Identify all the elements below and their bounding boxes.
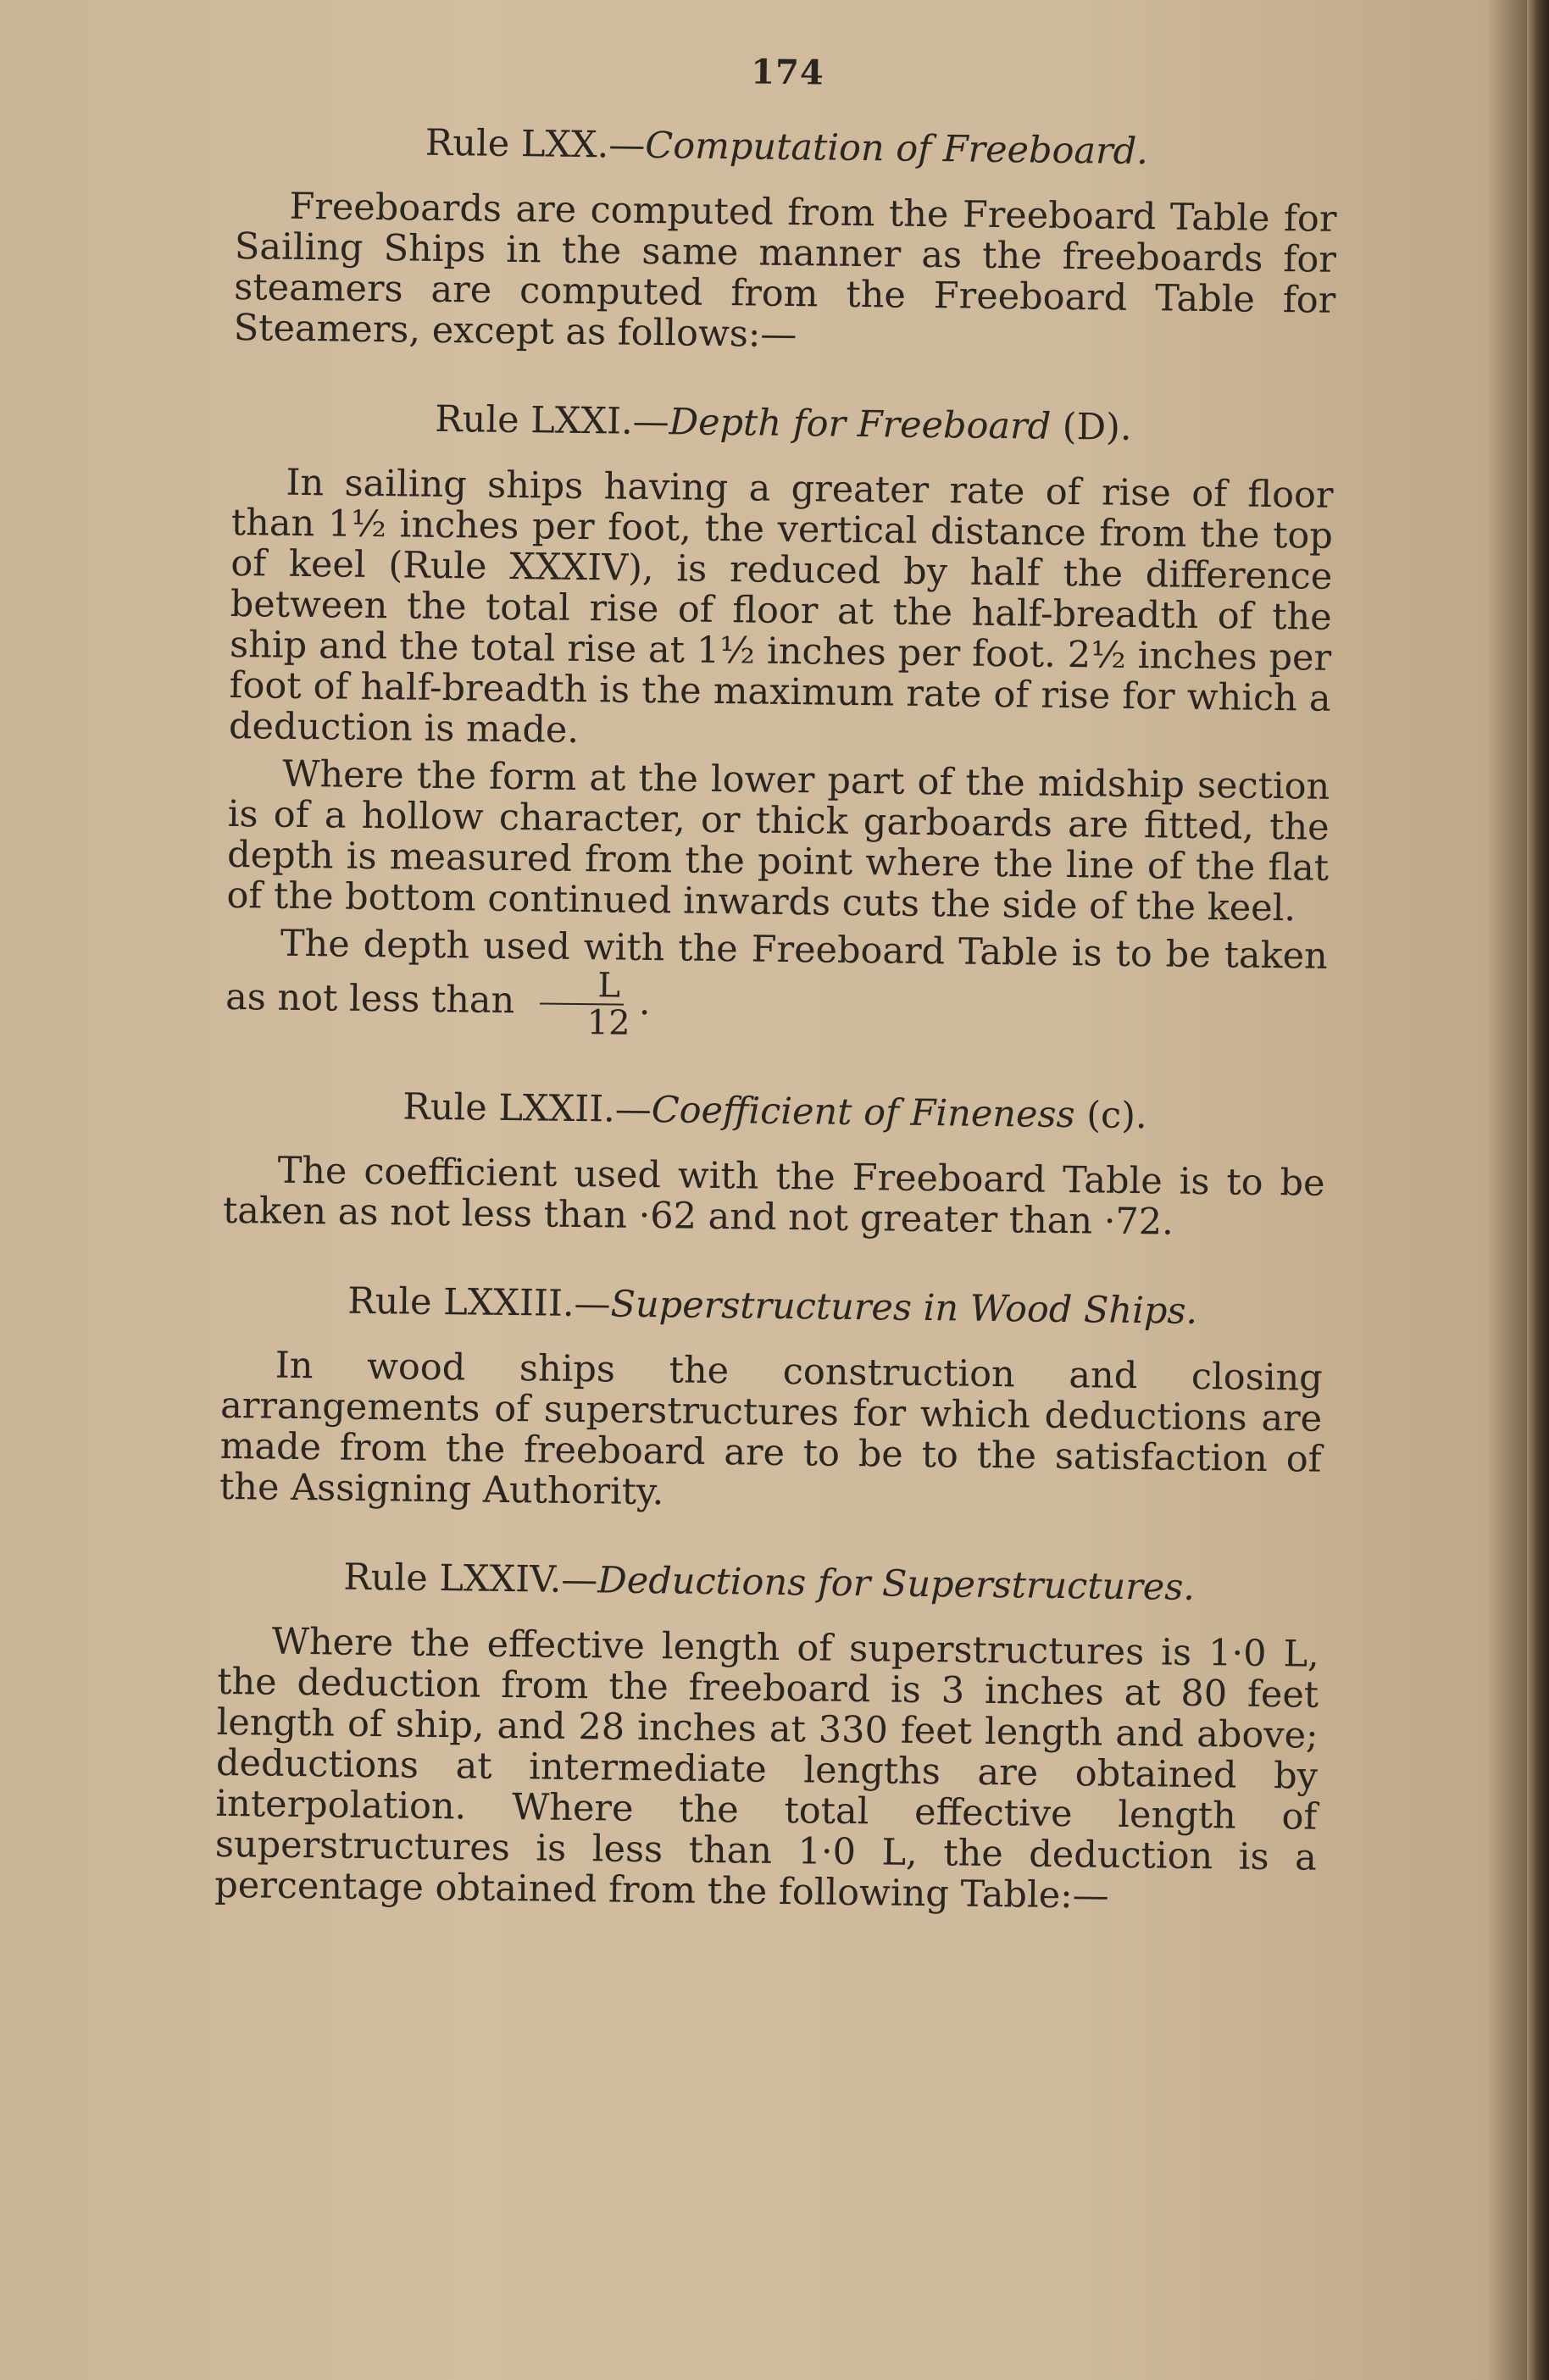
page-content xyxy=(214,34,1339,1967)
rule-heading-lxxi xyxy=(232,396,1335,452)
rule-title: Superstructures in Wood Ships. xyxy=(610,1283,1198,1333)
page-number: 174 xyxy=(750,52,825,93)
rule-number: Rule LXXIII.— xyxy=(347,1279,611,1326)
rule-number: Rule LXXIV.— xyxy=(343,1556,598,1602)
rule-title: Depth for Freeboard xyxy=(669,401,1052,448)
rule-number: Rule LXXI.— xyxy=(434,397,669,444)
rule-heading-lxxiii xyxy=(221,1279,1324,1334)
rule-suffix: (c). xyxy=(1074,1094,1147,1138)
rule-title: Coefficient of Fineness xyxy=(651,1089,1075,1137)
fraction-paragraph xyxy=(225,923,1329,1050)
rule-heading-lxxiv xyxy=(218,1555,1320,1611)
paragraph: In wood ships the construction and closing arrangements of superstructures for which deductions are made from the freeboard are to be to the satisfaction of the Assigning Authority. xyxy=(219,1344,1324,1514)
fraction-numerator: L xyxy=(540,967,624,1005)
rule-number: Rule LXX.— xyxy=(425,121,646,167)
fraction-l-over-12 xyxy=(529,966,634,1043)
rule-heading-lxxii xyxy=(224,1084,1326,1140)
rule-title: Deductions for Superstructures. xyxy=(597,1559,1196,1609)
paragraph: Where the effective length of superstructures is 1·0 L, the deduction from the freeboard is 3 inches at 80 feet length of ship, and 28 inches at 330 feet length and above; deductions at intermediate lengths are obtained by interpolation. Where the total effective length of superstructures is less than 1·0 L, the deduction is a percentage obtained from the following Table:— xyxy=(214,1620,1320,1917)
fraction-paragraph-text: The depth used with the Freeboard Table is to be taken as not less than xyxy=(225,922,1329,1023)
paragraph: Freeboards are computed from the Freeboard Table for Sailing Ships in the same manner as the freeboards for steamers are computed from the Freeboard Table for Steamers, except as follows:— xyxy=(233,185,1337,357)
paragraph: Where the form at the lower part of the midship section is of a hollow character, or thick garboards are fitted, the depth is measured from the point where the line of the flat of the bottom continued inwards cuts the side of the keel. xyxy=(226,752,1330,930)
rule-heading-lxx xyxy=(236,119,1338,175)
paragraph: The coefficient used with the Freeboard Table is to be taken as not less than ·62 and not greater than ·72. xyxy=(222,1149,1325,1244)
fraction-tail: . xyxy=(638,980,651,1024)
paragraph: In sailing ships having a greater rate of rise of floor than 1½ inches per foot, the vertical distance from the top of keel (Rule XXXIV), is reduced by half the difference between the total rise of floor at the half-breadth of the ship and the total rise at 1½ inches per foot. 2½ inches per foot of half-breadth is the maximum rate of rise for which a deduction is made. xyxy=(228,461,1334,752)
rule-number: Rule LXXII.— xyxy=(403,1085,652,1132)
page-edge-shadow xyxy=(1527,0,1549,2380)
rule-title: Computation of Freeboard. xyxy=(645,124,1149,174)
fraction-denominator: 12 xyxy=(586,1003,630,1043)
rule-suffix: (D). xyxy=(1050,405,1132,449)
